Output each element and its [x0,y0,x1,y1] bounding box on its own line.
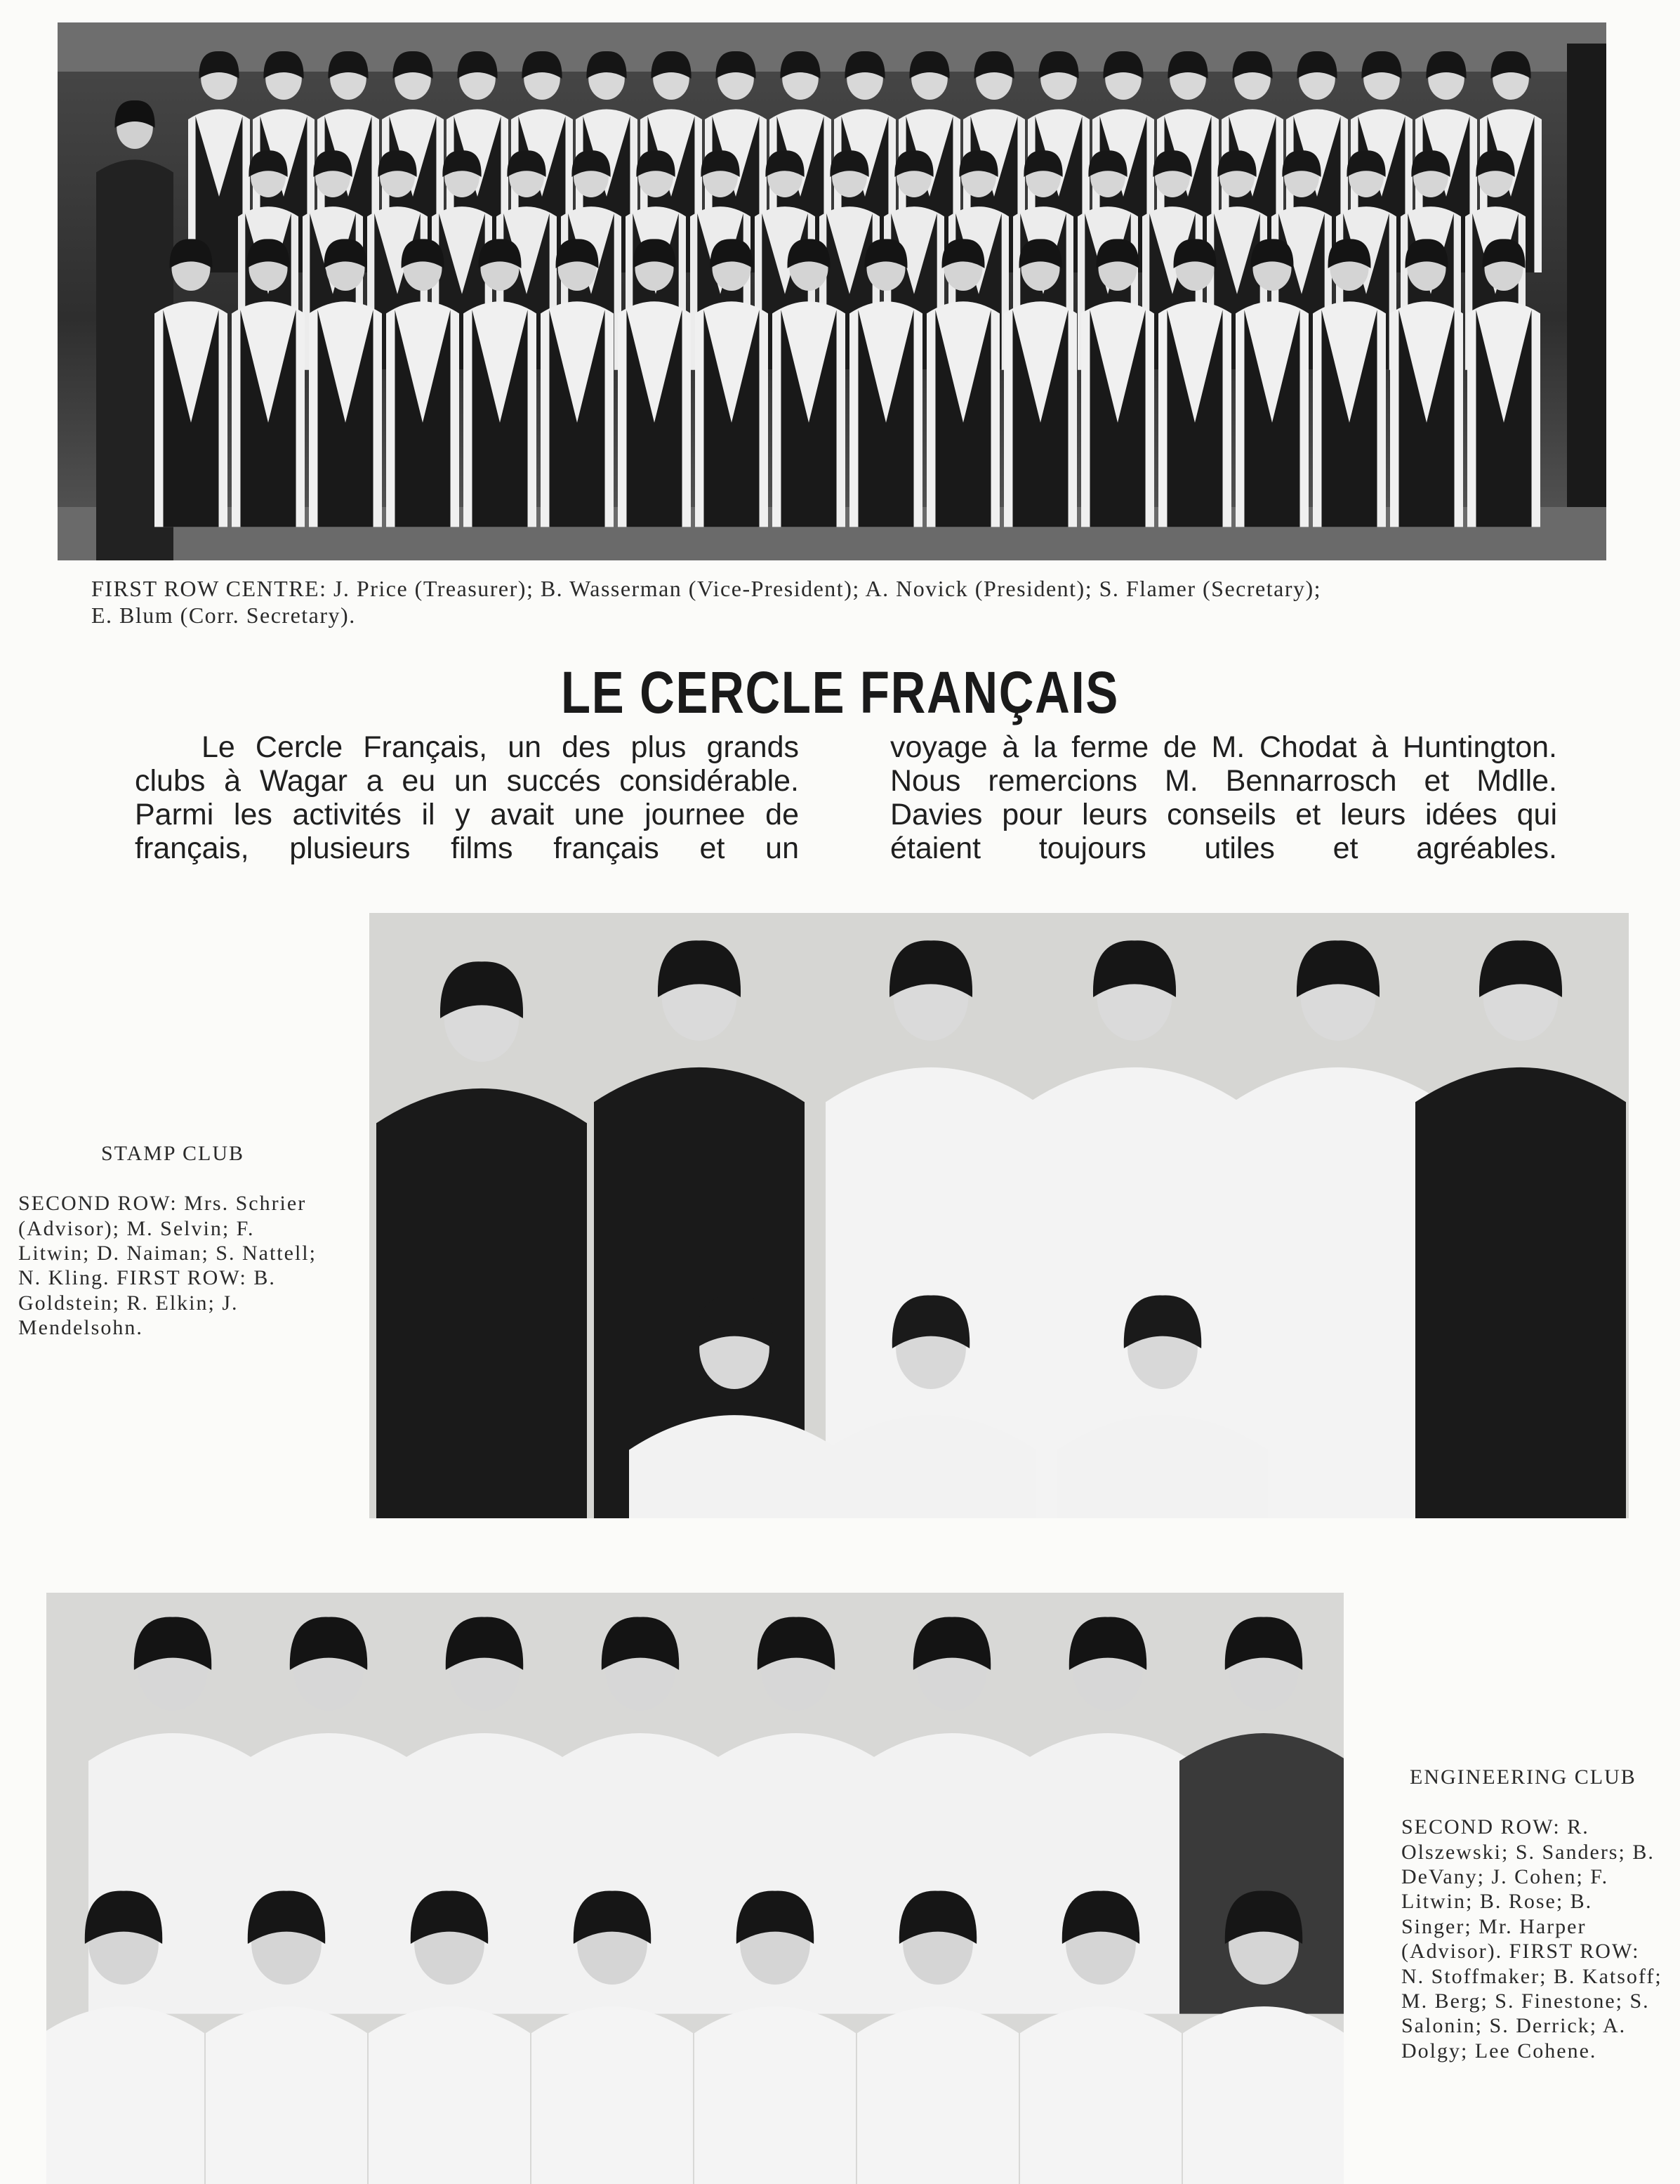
stamp-club-photo [369,913,1629,1518]
engineering-club-title: ENGINEERING CLUB [1410,1765,1636,1789]
article-paragraph-right: voyage à la ferme de M. Chodat à Huntington. Nous remercions M. Bennarrosch et Mdlle. Davies pour leurs conseils et leurs idées qui étaient toujours utiles et agréables. [890,730,1557,865]
stamp-club-title: STAMP CLUB [100,1142,245,1166]
article-paragraph-left: Le Cercle Français, un des plus grands clubs à Wagar a eu un succés considérable. Parmi les activités il y avait une journee de français, plusieurs films français et un [135,730,799,865]
top-photo-caption: FIRST ROW CENTRE: J. Price (Treasurer); B. Wasserman (Vice-President); A. Novick (President); S. Flamer (Secretary); E. Blum (Corr. Secretary). [91,576,1322,628]
engineering-club-names: SECOND ROW: R. Olszewski; S. Sanders; B. DeVany; J. Cohen; F. Litwin; B. Rose; B. Singer; Mr. Harper (Advisor). FIRST ROW: N. Stoffmaker; B. Katsoff; M. Berg; S. Finestone; S. Salonin; S. Derrick; A. Dolgy; Lee Cohene. [1401,1815,1662,2063]
engineering-club-caption [1401,1740,1668,2063]
stamp-club-names: SECOND ROW: Mrs. Schrier (Advisor); M. Selvin; F. Litwin; D. Naiman; S. Nattell; N. Kling. FIRST ROW: B. Goldstein; R. Elkin; J. Mendelsohn. [18,1192,317,1340]
french-club-group-photo [58,22,1606,560]
article-heading: LE CERCLE FRANÇAIS [561,659,1119,725]
stamp-club-caption [18,1117,327,1341]
engineering-club-photo [46,1593,1344,2184]
